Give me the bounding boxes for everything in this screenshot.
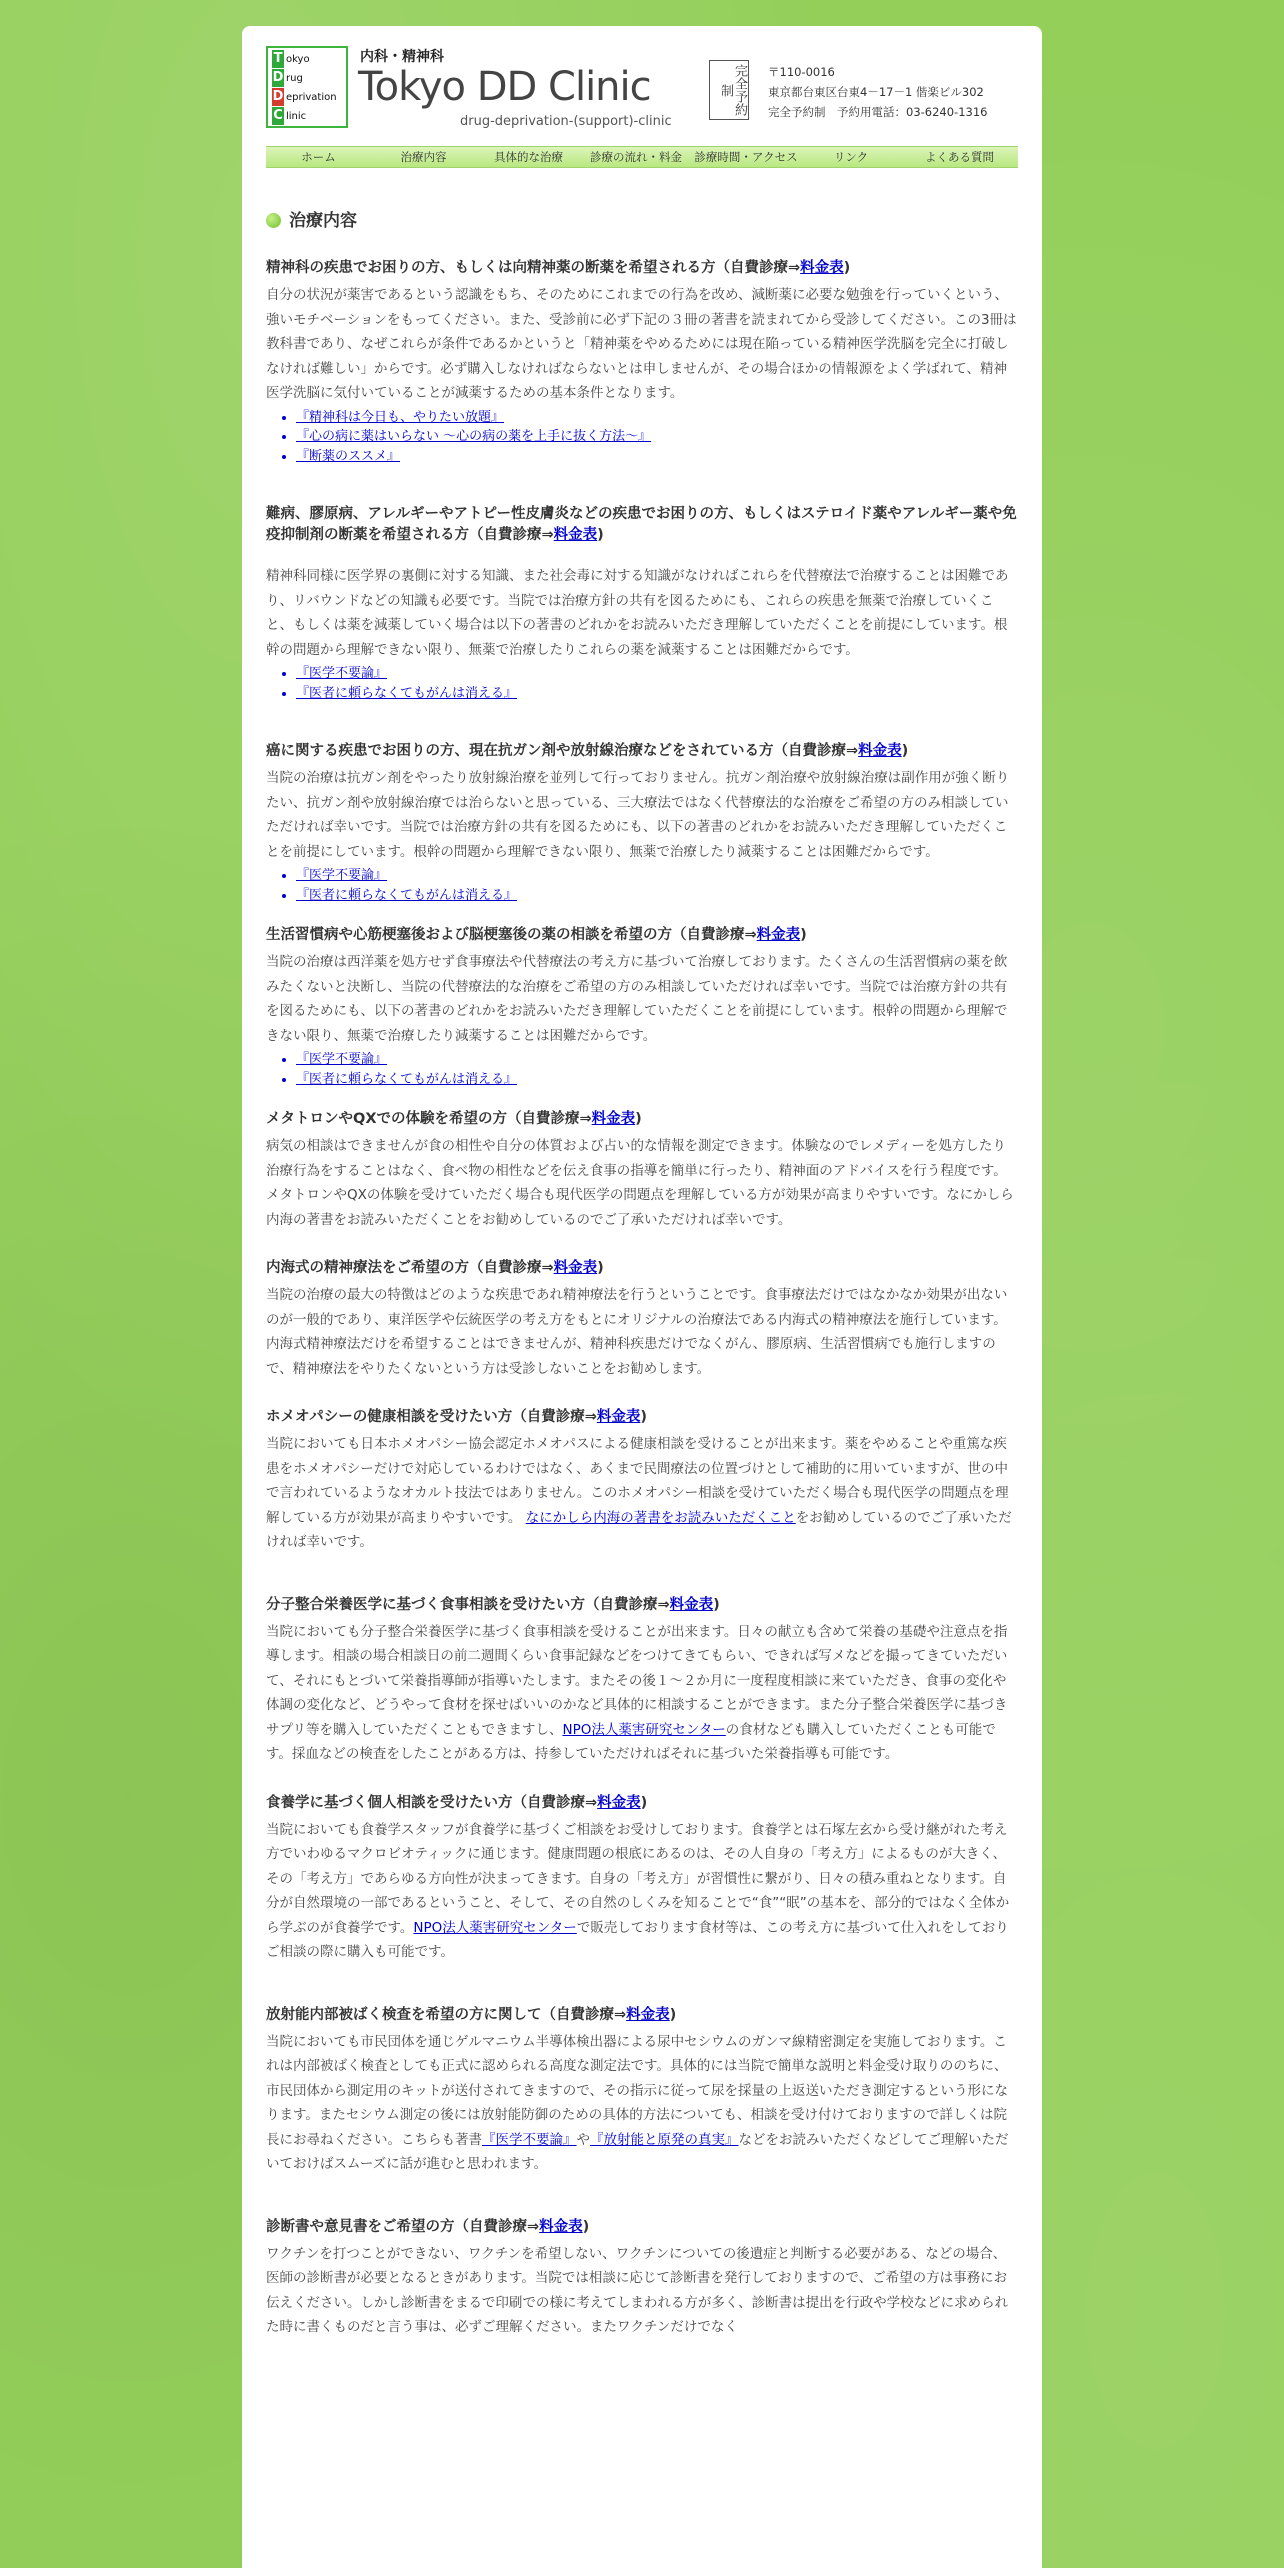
logo-word-eprivation: eprivation: [286, 92, 337, 103]
section-body-text: 当院においても市民団体を通じゲルマニウム半導体検出器による尿中セシウムのガンマ線精密測定を実施しております。これは内部被ばく検査としても正式に認められる高度な測定法です。具体的には当院で簡単な説明と料金受け取りののちに、市民団体から測定用のキットが送付されてきますので、その指示に従って尿を採量の上返送いただき測定するという形になります。またセシウム測定の後には放射能防御のための具体的方法についても、相談を受け付けておりますので詳しくは院長にお尋ねください。こちらも著書: [266, 2033, 1008, 2148]
site-header: [242, 26, 1042, 146]
price-link[interactable]: 料金表: [591, 1111, 636, 1127]
npo-link[interactable]: NPO法人薬害研究センター: [413, 1919, 577, 1936]
section-title-text: 分子整合栄養医学に基づく食事相談を受けたい方（自費診療⇒: [266, 1596, 670, 1613]
book-link[interactable]: 『医学不要論』: [482, 2131, 577, 2148]
book-link[interactable]: 『医学不要論』: [296, 666, 388, 681]
section-body-text-after: の食材なども購入していただくことも可能です。採血などの検査をしたことがある方は、持参していただければそれに基づいた栄養指導も可能です。: [266, 1721, 996, 1762]
book-link[interactable]: 『心の病に薬はいらない ～心の病の薬を上手に抜く方法～』: [296, 429, 652, 444]
list-item: [296, 408, 1018, 428]
section-title: 生活習慣病や心筋梗塞後および脳梗塞後の薬の相談を希望の方（自費診療⇒料金表): [266, 927, 807, 943]
logo-word-rug: rug: [286, 73, 303, 84]
nav-faq[interactable]: よくある質問: [925, 150, 994, 164]
section-psychiatry: [266, 258, 1018, 466]
logo-cap-c: C: [273, 108, 283, 123]
section-body-text-mid: や: [576, 2131, 590, 2148]
book-link[interactable]: 『医学不要論』: [296, 1052, 388, 1067]
section-psychotherapy: [266, 1258, 1018, 1381]
section-intractable-disease: [266, 504, 1018, 703]
section-title: 難病、膠原病、アレルギーやアトピー性皮膚炎などの疾患でお困りの方、もしくはステロイド薬やアレルギー薬や免疫抑制剤の断薬を希望される方（自費診療⇒料金表): [266, 506, 1017, 543]
npo-link[interactable]: NPO法人薬害研究センター: [562, 1721, 726, 1738]
book-link[interactable]: 『医者に頼らなくてもがんは消える』: [296, 685, 518, 701]
logo-cap-d2: D: [272, 89, 284, 104]
section-body-text-after: をお勧めしているのでご了承いただければ幸いです。: [266, 1509, 1012, 1550]
book-link[interactable]: 『精神科は今日も、やりたい放題』: [296, 409, 505, 425]
books-recommend-link[interactable]: なにかしら内海の著書をお読みいただくこと: [525, 1509, 796, 1526]
section-title: 精神科の疾患でお困りの方、もしくは向精神薬の断薬を希望される方（自費診療⇒料金表): [266, 260, 851, 276]
section-body: 当院の治療の最大の特徴はどのような疾患であれ精神療法を行うということです。食事療法だけではなかなか効果が出ないのが一般的であり、東洋医学や伝統医学の考え方をもとにオリジナルの治療法である内海式の精神療法を施行しています。内海式精神療法だけを希望することはできませんが、精神科疾患だけでなくがん、膠原病、生活習慣病でも施行しますので、精神療法をやりたくないという方は受診しないことをお勧めします。: [266, 1287, 1008, 1377]
book-list: [266, 408, 1018, 467]
address-phone: 完全予約制 予約用電話：03-6240-1316: [768, 105, 988, 119]
section-title: 食養学に基づく個人相談を受けたい方（自費診療⇒料金表): [266, 1794, 648, 1811]
clinic-address: [768, 62, 987, 122]
page-container: [242, 26, 1042, 2568]
price-link[interactable]: 料金表: [553, 1260, 598, 1276]
price-link[interactable]: 料金表: [553, 527, 598, 543]
nav-hours-access[interactable]: 診療時間・アクセス: [694, 150, 798, 164]
section-medical-certificate: [266, 2217, 1018, 2340]
section-nutrition: [266, 1595, 1018, 1767]
logo-word-linic: linic: [286, 111, 307, 122]
logo-line-1: [272, 50, 310, 68]
section-title-text: メタトロンやQXでの体験を希望の方（自費診療⇒: [266, 1111, 592, 1127]
section-body: [266, 1432, 1018, 1555]
list-item: [296, 886, 1018, 906]
section-body-text-after: で販売しております食材等は、この考え方に基づいて仕入れをしておりご相談の際に購入も可能です。: [266, 1919, 1009, 1960]
section-radiation-test: [266, 2005, 1018, 2177]
address-street: 東京都台東区台東4－17－1 偕楽ビル302: [768, 85, 984, 99]
section-body: 精神科同様に医学界の裏側に対する知識、また社会毒に対する知識がなければこれらを代替療法で治療することは困難であり、リバウンドなどの知識も必要です。当院では治療方針の共有を図るためにも、これらの疾患を無薬で治療していくこと、もしくは薬を減薬していく場合は以下の著書のどれかをお読みいただき理解していただくことを前提にしています。根幹の問題から理解できない限り、無薬で治療したりこれらの薬を減薬することは困難だからです。: [266, 568, 1009, 658]
nav-home[interactable]: ホーム: [301, 150, 336, 164]
book-link[interactable]: 『放射能と原発の真実』: [590, 2131, 739, 2148]
address-postal: 〒110-0016: [768, 65, 835, 79]
book-link[interactable]: 『医者に頼らなくてもがんは消える』: [296, 887, 518, 903]
section-body: 自分の状況が薬害であるという認識をもち、そのためにこれまでの行為を改め、減断薬に必要な勉強を行っていくという、強いモチベーションをもってください。また、受診前に必ず下記の３冊の著書を読まれてから受診してください。この3冊は教科書であり、なぜこれらが条件であるかというと「精神薬をやめるためには現在陥っている精神医学洗脳を完全に打破しなければ難しい」からです。必ず購入しなければならないとは申しませんが、その場合ほかの情報源をよく学ばれて、精神医学洗脳に気付いていることが減薬するための基本条件となります。: [266, 287, 1017, 401]
nav-flow-fees[interactable]: 診療の流れ・料金: [590, 150, 682, 164]
price-link[interactable]: 料金表: [858, 743, 902, 759]
department-label: 内科・精神科: [360, 49, 444, 65]
list-item: [296, 866, 1018, 886]
clinic-brand-subtitle: drug-deprivation-(support)-clinic: [460, 114, 672, 129]
section-lifestyle-disease: [266, 925, 1018, 1089]
section-title-text: 精神科の疾患でお困りの方、もしくは向精神薬の断薬を希望される方（自費診療⇒: [266, 260, 801, 276]
list-item: [296, 1070, 1018, 1090]
book-list: [266, 866, 1018, 905]
section-title: 内海式の精神療法をご希望の方（自費診療⇒料金表): [266, 1260, 604, 1276]
section-homeopathy: [266, 1407, 1018, 1555]
section-title-text: 放射能内部被ばく検査を希望の方に関して（自費診療⇒: [266, 2006, 627, 2023]
list-item: [296, 427, 1018, 447]
clinic-logo[interactable]: [266, 46, 348, 128]
nav-specific-treatment[interactable]: 具体的な治療: [494, 150, 563, 164]
list-item: [296, 1050, 1018, 1070]
bullet-dot-icon: [266, 213, 281, 228]
logo-word-okyo: okyo: [286, 54, 310, 65]
reservation-stamp: 完全予約制: [709, 60, 749, 120]
price-link[interactable]: 料金表: [539, 2218, 583, 2235]
price-link[interactable]: 料金表: [800, 260, 844, 276]
logo-cap-d1: D: [272, 70, 284, 85]
list-item: [296, 684, 1018, 704]
section-title-text: 食養学に基づく個人相談を受けたい方（自費診療⇒: [266, 1794, 598, 1811]
list-item: [296, 664, 1018, 684]
section-body-text: 当院においても分子整合栄養医学に基づく食事相談を受けることが出来ます。日々の献立も含めて栄養の基礎や注意点を指導します。相談の場合相談日の前二週間くらい食事記録などをつけてきてもらい、できれば写メなどを撮ってきていただいて、それにもとづいて栄養指導師が指導いたします。またその後１～２か月に一度程度相談に来ていただき、食事の変化や体調の変化など、どうやって食材を探せばいいのかなど具体的に相談することができます。また分子整合栄養医学に基づきサプリ等を購入していただくこともできますし、: [266, 1623, 1008, 1738]
section-title: ホメオパシーの健康相談を受けたい方（自費診療⇒料金表): [266, 1409, 647, 1425]
section-title: 診断書や意見書をご希望の方（自費診療⇒料金表): [266, 2218, 590, 2235]
book-link[interactable]: 『医学不要論』: [296, 868, 388, 883]
price-link[interactable]: 料金表: [756, 927, 801, 943]
clinic-brand-name[interactable]: Tokyo DD Clinic: [358, 64, 651, 110]
page-title-text: 治療内容: [289, 211, 357, 231]
nav-treatment[interactable]: 治療内容: [400, 150, 447, 164]
price-link[interactable]: 料金表: [597, 1794, 641, 1811]
book-link[interactable]: 『断薬のススメ』: [296, 448, 401, 464]
section-body: ワクチンを打つことができない、ワクチンを希望しない、ワクチンについての後遺症と判断する必要がある、などの場合、医師の診断書が必要となるときがあります。当院では相談に応じて診断書を発行しておりますので、ご希望の方は事務にお伝えください。しかし診断書をまるで印刷での様に考えてしまわれる方が多く、診断書は提出を行政や学校などに求められた時に書くものだと言う事は、必ずご理解ください。またワクチンだけでなく: [266, 2245, 1009, 2335]
section-body-text: 当院においても日本ホメオパシー協会認定ホメオパスによる健康相談を受けることが出来ます。薬をやめることや重篤な疾患をホメオパシーだけで対応しているわけではなく、あくまで民間療法の位置づけとして補助的に用いていますが、世の中で言われているようなオカルト技法ではありません。このホメオパシー相談を受けていただく場合も現代医学の問題点を理解している方が効果が高まりやすいです。: [266, 1436, 1009, 1526]
section-title: 放射能内部被ばく検査を希望の方に関して（自費診療⇒料金表): [266, 2006, 677, 2023]
section-title: 分子整合栄養医学に基づく食事相談を受けたい方（自費診療⇒料金表): [266, 1596, 720, 1613]
section-body-text-after: などをお読みいただくなどしてご理解いただいておけばスムーズに話が進むと思われます。: [266, 2131, 1009, 2172]
price-link[interactable]: 料金表: [596, 1409, 641, 1425]
section-metatron-qx: [266, 1109, 1018, 1232]
section-body-text: 当院においても食養学スタッフが食養学に基づくご相談をお受けしております。食養学とは石塚左玄から受け継がれた考え方でいわゆるマクロビオティックに通じます。健康問題の根底にあるのは、その人自身の「考え方」によるものが大きく、その「考え方」であらゆる方向性が決まってきます。自身の「考え方」が習慣性に繋がり、日々の積み重ねとなります。自分が自然環境の一部であるということ、そして、その自然のしくみを知ることで“食”“眠”の基本を、部分的ではなく全体から学ぶのが食養学です。: [266, 1821, 1010, 1936]
logo-line-3: [272, 88, 337, 106]
section-title-text: 癌に関する疾患でお困りの方、現在抗ガン剤や放射線治療などをされている方（自費診療⇒: [266, 743, 859, 759]
section-macrobiotic: [266, 1793, 1018, 1965]
page-title: [266, 206, 357, 231]
nav-links[interactable]: リンク: [833, 150, 869, 164]
section-body: 病気の相談はできませんが食の相性や自分の体質および占い的な情報を測定できます。体験なのでレメディーを処方したり治療行為をすることはなく、食べ物の相性などを伝え食事の指導を簡単に行ったり、精神面のアドバイスを行う程度です。メタトロンやQXの体験を受けていただく場合も現代医学の問題点を理解している方が効果が高まりやすいです。なにかしら内海の著書をお読みいただくことをお勧めしているのでご了承いただければ幸いです。: [266, 1138, 1014, 1228]
list-item: [296, 447, 1018, 467]
main-nav: [266, 146, 1018, 168]
section-title-text: ホメオパシーの健康相談を受けたい方（自費診療⇒: [266, 1409, 597, 1425]
section-title-text: 生活習慣病や心筋梗塞後および脳梗塞後の薬の相談を希望の方（自費診療⇒: [266, 927, 757, 943]
price-link[interactable]: 料金表: [669, 1596, 714, 1613]
main-content: [266, 258, 1018, 2340]
section-body: [266, 1620, 1018, 1767]
section-body: 当院の治療は抗ガン剤をやったり放射線治療を並列して行っておりません。抗ガン剤治療や放射線治療は副作用が強く断りたい、抗ガン剤や放射線治療では治らないと思っている、三大療法ではなく代替療法的な治療をご希望の方のみ相談していただければ幸いです。当院では治療方針の共有を図るためにも、以下の著書のどれかをお読みいただき理解していただくことを前提にしています。根幹の問題から理解できない限り、無薬で治療したり減薬することは困難だからです。: [266, 770, 1010, 860]
section-title-text: 内海式の精神療法をご希望の方（自費診療⇒: [266, 1260, 554, 1276]
logo-cap-t: T: [273, 51, 283, 66]
section-body: [266, 2030, 1018, 2177]
section-title-text: 難病、膠原病、アレルギーやアトピー性皮膚炎などの疾患でお困りの方、もしくはステロイド薬やアレルギー薬や免疫抑制剤の断薬を希望される方（自費診療⇒: [266, 506, 1017, 543]
section-title: 癌に関する疾患でお困りの方、現在抗ガン剤や放射線治療などをされている方（自費診療⇒料金表): [266, 743, 909, 759]
book-list: [266, 1050, 1018, 1089]
section-body: 当院の治療は西洋薬を処方せず食事療法や代替療法の考え方に基づいて治療しております。たくさんの生活習慣病の薬を飲みたくないと決断し、当院の代替療法的な治療をご希望の方のみ相談していただければ幸いです。当院では治療方針の共有を図るためにも、以下の著書のどれかをお読みいただき理解していただくことを前提にしています。根幹の問題から理解できない限り、無薬で治療したり減薬することは困難だからです。: [266, 954, 1008, 1044]
logo-line-4: [272, 107, 306, 125]
book-list: [266, 664, 1018, 703]
section-cancer: [266, 741, 1018, 905]
section-title: メタトロンやQXでの体験を希望の方（自費診療⇒料金表): [266, 1111, 642, 1127]
section-title-text: 診断書や意見書をご希望の方（自費診療⇒: [266, 2218, 540, 2235]
book-link[interactable]: 『医者に頼らなくてもがんは消える』: [296, 1071, 518, 1087]
logo-line-2: [272, 69, 303, 87]
price-link[interactable]: 料金表: [626, 2006, 670, 2023]
section-body: [266, 1818, 1018, 1965]
